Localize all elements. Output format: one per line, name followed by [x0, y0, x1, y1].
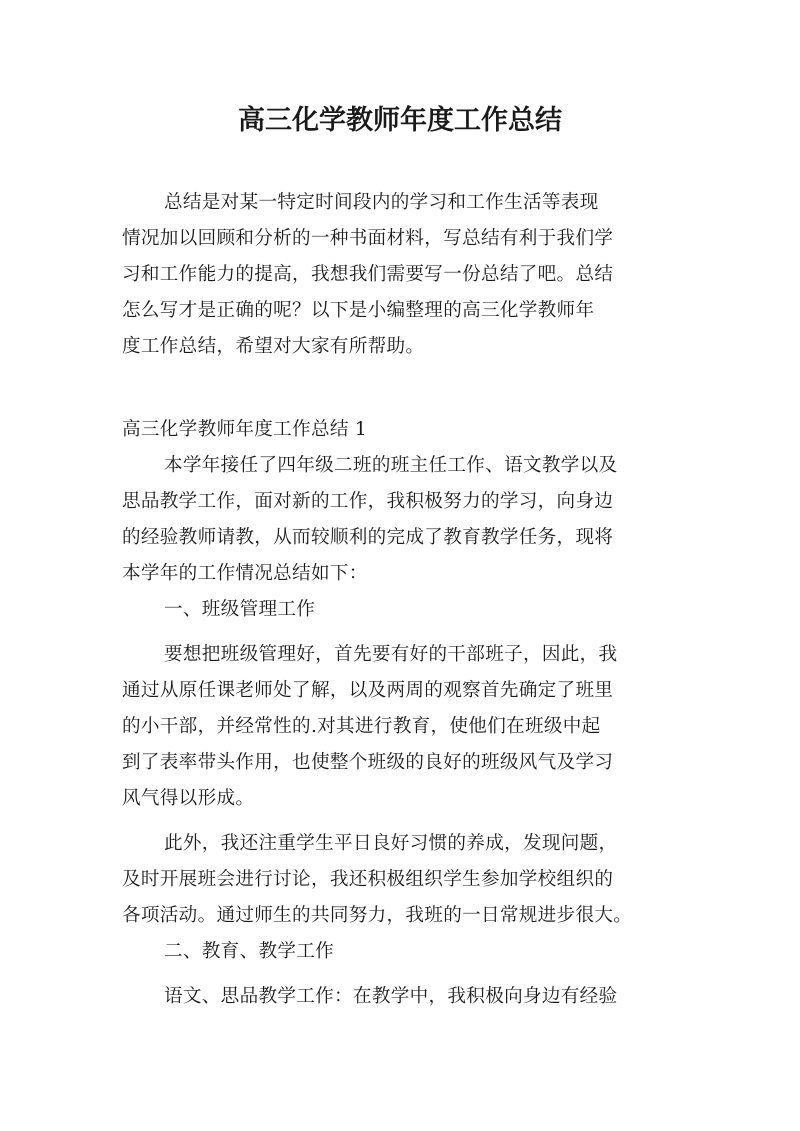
body-line-11: 及时开展班会进行讨论，我还积极组织学生参加学校组织的 — [122, 869, 614, 890]
intro-line-3: 习和工作能力的提高，我想我们需要写一份总结了吧。总结 — [122, 264, 614, 285]
body-line-3: 的经验教师请教，从而较顺利的完成了教育教学任务，现将 — [122, 527, 614, 548]
body-line-4: 本学年的工作情况总结如下： — [122, 563, 368, 584]
intro-line-4: 怎么写才是正确的呢？以下是小编整理的高三化学教师年 — [122, 300, 595, 321]
body-line-6: 通过从原任课老师处了解，以及两周的观察首先确定了班里 — [122, 680, 614, 701]
intro-line-5: 度工作总结，希望对大家有所帮助。 — [122, 336, 425, 357]
body-line-8: 到了表率带头作用，也使整个班级的良好的班级风气及学习 — [122, 752, 614, 773]
body-line-1: 本学年接任了四年级二班的班主任工作、语文教学以及 — [164, 455, 618, 476]
intro-line-2: 情况加以回顾和分析的一种书面材料，写总结有利于我们学 — [122, 228, 614, 249]
body-line-10: 此外，我还注重学生平日良好习惯的养成，发现问题， — [164, 833, 618, 854]
body-line-2: 思品教学工作，面对新的工作，我积极努力的学习，向身边 — [122, 491, 614, 512]
subheading-class-management: 一、班级管理工作 — [164, 599, 316, 620]
body-line-7: 的小干部，并经常性的.对其进行教育，使他们在班级中起 — [122, 716, 601, 737]
subheading-teaching-work: 二、教育、教学工作 — [164, 941, 335, 962]
document-title: 高三化学教师年度工作总结 — [238, 105, 562, 136]
intro-line-1: 总结是对某一特定时间段内的学习和工作生活等表现 — [164, 192, 599, 213]
section-heading-1: 高三化学教师年度工作总结 1 — [122, 419, 368, 440]
body-line-13: 语文、思品教学工作：在教学中，我积极向身边有经验 — [164, 986, 618, 1007]
body-line-12: 各项活动。通过师生的共同努力，我班的一日常规进步很大。 — [122, 905, 633, 926]
body-line-9: 风气得以形成。 — [122, 788, 255, 809]
body-line-5: 要想把班级管理好，首先要有好的干部班子，因此，我 — [164, 644, 618, 665]
